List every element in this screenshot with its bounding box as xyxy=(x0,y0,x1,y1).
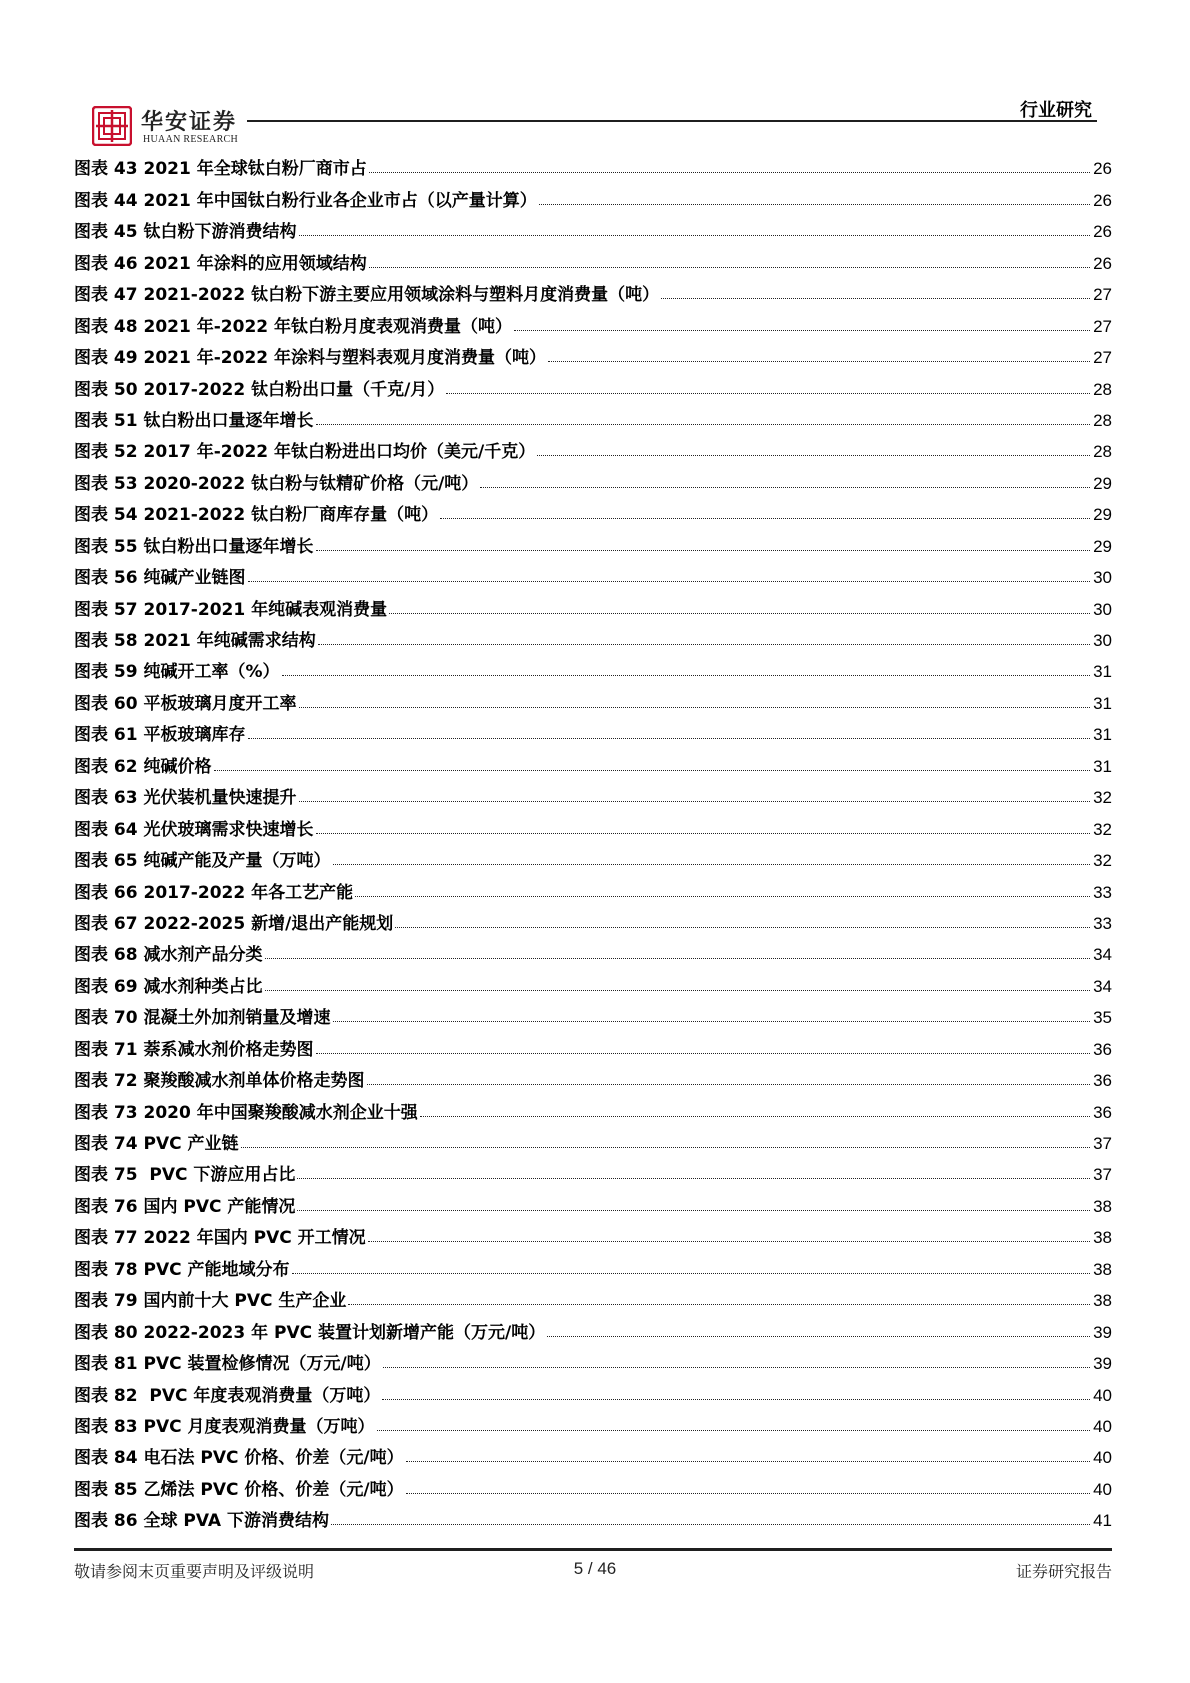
toc-entry[interactable] xyxy=(74,368,1112,399)
toc-dot-leader xyxy=(316,424,1091,425)
report-category: 行业研究 xyxy=(1020,100,1092,121)
toc-entry-page: 38 xyxy=(1093,1291,1112,1311)
toc-dot-leader xyxy=(389,613,1090,614)
toc-entry-title: 图表 81 PVC 装置检修情况（万元/吨） xyxy=(74,1354,381,1375)
toc-entry[interactable] xyxy=(74,588,1112,619)
toc-entry-title: 图表 45 钛白粉下游消费结构 xyxy=(74,222,297,243)
toc-dot-leader xyxy=(292,1273,1091,1274)
toc-entry[interactable] xyxy=(74,1374,1112,1405)
toc-entry-title: 图表 64 光伏玻璃需求快速增长 xyxy=(74,819,314,840)
toc-dot-leader xyxy=(539,204,1090,205)
toc-entry[interactable] xyxy=(74,1311,1112,1342)
toc-entry[interactable] xyxy=(74,1248,1112,1279)
toc-entry-title: 图表 58 2021 年纯碱需求结构 xyxy=(74,631,316,651)
toc-entry-page: 36 xyxy=(1093,1102,1112,1122)
toc-entry[interactable] xyxy=(74,745,1112,776)
toc-entry-page: 40 xyxy=(1093,1448,1112,1468)
footer-divider xyxy=(74,1548,1112,1551)
toc-entry-title: 图表 77 2022 年国内 PVC 开工情况 xyxy=(74,1228,366,1249)
toc-entry-page: 32 xyxy=(1093,788,1112,808)
toc-entry-title: 图表 52 2017 年-2022 年钛白粉进出口均价（美元/千克） xyxy=(74,442,536,463)
toc-entry-title: 图表 78 PVC 产能地域分布 xyxy=(74,1259,290,1280)
toc-dot-leader xyxy=(265,990,1091,991)
toc-entry-page: 27 xyxy=(1093,316,1112,336)
toc-dot-leader xyxy=(297,1178,1090,1179)
toc-entry-title: 图表 76 国内 PVC 产能情况 xyxy=(74,1196,296,1217)
toc-dot-leader xyxy=(406,1493,1090,1494)
toc-entry-title: 图表 60 平板玻璃月度开工率 xyxy=(74,693,297,714)
toc-entry-page: 33 xyxy=(1093,882,1112,902)
toc-entry-title: 图表 65 纯碱产能及产量（万吨） xyxy=(74,851,331,872)
toc-dot-leader xyxy=(440,518,1090,519)
toc-entry-page: 36 xyxy=(1093,1039,1112,1059)
toc-entry-page: 28 xyxy=(1093,442,1112,462)
toc-dot-leader xyxy=(480,487,1090,488)
toc-entry[interactable] xyxy=(74,462,1112,493)
toc-entry[interactable] xyxy=(74,1468,1112,1499)
toc-entry[interactable] xyxy=(74,965,1112,996)
toc-entry[interactable] xyxy=(74,211,1112,242)
toc-entry-page: 30 xyxy=(1093,568,1112,588)
toc-entry-page: 31 xyxy=(1093,662,1112,682)
toc-entry-title: 图表 44 2021 年中国钛白粉行业各企业市占（以产量计算） xyxy=(74,190,537,211)
toc-entry-page: 29 xyxy=(1093,536,1112,556)
toc-entry-title: 图表 53 2020-2022 钛白粉与钛精矿价格（元/吨） xyxy=(74,473,479,494)
toc-entry-page: 34 xyxy=(1093,945,1112,965)
toc-entry-title: 图表 80 2022-2023 年 PVC 装置计划新增产能（万元/吨） xyxy=(74,1322,546,1343)
toc-entry-page: 34 xyxy=(1093,976,1112,996)
toc-entry-page: 33 xyxy=(1093,913,1112,933)
toc-dot-leader xyxy=(265,958,1091,959)
toc-dot-leader xyxy=(214,770,1091,771)
toc-entry-page: 26 xyxy=(1093,190,1112,210)
toc-entry-title: 图表 86 全球 PVA 下游消费结构 xyxy=(74,1511,329,1532)
toc-entry[interactable] xyxy=(74,1123,1112,1154)
toc-entry-title: 图表 49 2021 年-2022 年涂料与塑料表观月度消费量（吨） xyxy=(74,348,547,369)
footer-disclaimer: 敬请参阅末页重要声明及评级说明 xyxy=(74,1562,315,1581)
toc-entry-page: 36 xyxy=(1093,1071,1112,1091)
toc-entry[interactable] xyxy=(74,1028,1112,1059)
toc-entry-page: 39 xyxy=(1093,1322,1112,1342)
toc-entry-page: 40 xyxy=(1093,1416,1112,1436)
toc-entry-title: 图表 68 减水剂产品分类 xyxy=(74,945,263,966)
toc-entry-title: 图表 73 2020 年中国聚羧酸减水剂企业十强 xyxy=(74,1102,418,1123)
toc-dot-leader xyxy=(355,896,1090,897)
brand-english: HUAAN RESEARCH xyxy=(143,134,239,145)
toc-entry[interactable] xyxy=(74,1437,1112,1468)
toc-entry[interactable] xyxy=(74,1280,1112,1311)
toc-entry-title: 图表 63 光伏装机量快速提升 xyxy=(74,788,297,809)
toc-entry-title: 图表 72 聚羧酸减水剂单体价格走势图 xyxy=(74,1071,365,1092)
toc-entry[interactable] xyxy=(74,808,1112,839)
toc-entry[interactable] xyxy=(74,305,1112,336)
toc-entry-title: 图表 51 钛白粉出口量逐年增长 xyxy=(74,410,314,431)
toc-entry[interactable] xyxy=(74,1154,1112,1185)
toc-entry[interactable] xyxy=(74,1217,1112,1248)
toc-entry-title: 图表 48 2021 年-2022 年钛白粉月度表观消费量（吨） xyxy=(74,316,513,337)
table-of-figures xyxy=(74,148,1112,1531)
toc-entry[interactable] xyxy=(74,557,1112,588)
huaan-seal-icon xyxy=(92,106,132,146)
toc-entry-page: 27 xyxy=(1093,348,1112,368)
toc-entry[interactable] xyxy=(74,934,1112,965)
toc-entry-title: 图表 79 国内前十大 PVC 生产企业 xyxy=(74,1291,347,1312)
toc-entry-page: 29 xyxy=(1093,505,1112,525)
toc-entry[interactable] xyxy=(74,840,1112,871)
toc-dot-leader xyxy=(248,738,1091,739)
toc-entry-title: 图表 82 PVC 年度表观消费量（万吨） xyxy=(74,1385,381,1406)
toc-entry-title: 图表 69 减水剂种类占比 xyxy=(74,976,263,997)
toc-entry[interactable] xyxy=(74,337,1112,368)
toc-dot-leader xyxy=(661,298,1090,299)
page-header xyxy=(92,96,1097,152)
toc-entry-title: 图表 70 混凝土外加剂销量及增速 xyxy=(74,1008,331,1029)
toc-entry[interactable] xyxy=(74,682,1112,713)
toc-dot-leader xyxy=(333,1021,1091,1022)
toc-dot-leader xyxy=(299,235,1091,236)
toc-entry-page: 31 xyxy=(1093,756,1112,776)
toc-entry-title: 图表 75 PVC 下游应用占比 xyxy=(74,1165,296,1186)
toc-entry-title: 图表 83 PVC 月度表观消费量（万吨） xyxy=(74,1416,375,1437)
toc-entry[interactable] xyxy=(74,148,1112,179)
toc-entry[interactable] xyxy=(74,871,1112,902)
toc-entry-page: 38 xyxy=(1093,1196,1112,1216)
toc-entry[interactable] xyxy=(74,620,1112,651)
toc-dot-leader xyxy=(368,1241,1090,1242)
toc-entry[interactable] xyxy=(74,400,1112,431)
toc-dot-leader xyxy=(318,644,1090,645)
toc-dot-leader xyxy=(514,330,1090,331)
toc-dot-leader xyxy=(547,1336,1090,1337)
toc-entry-title: 图表 47 2021-2022 钛白粉下游主要应用领域涂料与塑料月度消费量（吨） xyxy=(74,285,660,306)
toc-entry-title: 图表 67 2022-2025 新增/退出产能规划 xyxy=(74,913,394,934)
toc-entry[interactable] xyxy=(74,1091,1112,1122)
toc-entry-page: 28 xyxy=(1093,410,1112,430)
toc-entry-page: 40 xyxy=(1093,1385,1112,1405)
toc-entry-page: 39 xyxy=(1093,1354,1112,1374)
toc-dot-leader xyxy=(299,801,1091,802)
toc-entry-page: 38 xyxy=(1093,1228,1112,1248)
toc-dot-leader xyxy=(348,1304,1090,1305)
toc-entry[interactable] xyxy=(74,997,1112,1028)
header-divider xyxy=(247,120,1097,122)
toc-dot-leader xyxy=(420,1116,1090,1117)
toc-dot-leader xyxy=(382,1399,1090,1400)
brand-name: 华安证券 xyxy=(141,109,238,135)
toc-entry-page: 31 xyxy=(1093,693,1112,713)
toc-dot-leader xyxy=(248,581,1091,582)
toc-dot-leader xyxy=(395,927,1090,928)
toc-entry-title: 图表 71 萘系减水剂价格走势图 xyxy=(74,1039,314,1060)
toc-entry-page: 28 xyxy=(1093,379,1112,399)
toc-dot-leader xyxy=(537,455,1090,456)
toc-entry-page: 38 xyxy=(1093,1259,1112,1279)
toc-entry[interactable] xyxy=(74,1060,1112,1091)
toc-entry-title: 图表 62 纯碱价格 xyxy=(74,756,212,777)
toc-entry[interactable] xyxy=(74,431,1112,462)
toc-dot-leader xyxy=(282,675,1091,676)
toc-dot-leader xyxy=(369,172,1090,173)
toc-entry-page: 29 xyxy=(1093,473,1112,493)
toc-entry-title: 图表 85 乙烯法 PVC 价格、价差（元/吨） xyxy=(74,1479,404,1500)
toc-entry-page: 30 xyxy=(1093,631,1112,650)
toc-entry-page: 26 xyxy=(1093,253,1112,273)
toc-entry[interactable] xyxy=(74,242,1112,273)
toc-dot-leader xyxy=(446,393,1090,394)
toc-dot-leader xyxy=(331,1524,1090,1525)
toc-entry-title: 图表 46 2021 年涂料的应用领域结构 xyxy=(74,253,367,274)
toc-entry-page: 26 xyxy=(1093,222,1112,242)
toc-entry-title: 图表 56 纯碱产业链图 xyxy=(74,568,246,589)
toc-entry-page: 31 xyxy=(1093,725,1112,745)
toc-entry-title: 图表 57 2017-2021 年纯碱表观消费量 xyxy=(74,599,388,620)
toc-entry-page: 37 xyxy=(1093,1165,1112,1185)
toc-entry-title: 图表 50 2017-2022 钛白粉出口量（千克/月） xyxy=(74,379,445,400)
toc-dot-leader xyxy=(367,1084,1091,1085)
toc-dot-leader xyxy=(316,833,1091,834)
toc-entry-title: 图表 74 PVC 产业链 xyxy=(74,1134,239,1154)
toc-entry-page: 27 xyxy=(1093,285,1112,305)
toc-dot-leader xyxy=(297,1210,1090,1211)
toc-entry[interactable] xyxy=(74,274,1112,305)
toc-entry[interactable] xyxy=(74,494,1112,525)
toc-entry-title: 图表 59 纯碱开工率（%） xyxy=(74,662,280,683)
toc-entry-title: 图表 84 电石法 PVC 价格、价差（元/吨） xyxy=(74,1448,404,1469)
toc-entry-page: 41 xyxy=(1093,1511,1112,1531)
toc-entry[interactable] xyxy=(74,714,1112,745)
toc-dot-leader xyxy=(333,864,1091,865)
toc-entry-page: 32 xyxy=(1093,851,1112,871)
toc-dot-leader xyxy=(299,707,1091,708)
toc-dot-leader xyxy=(548,361,1090,362)
toc-dot-leader xyxy=(406,1461,1090,1462)
toc-entry-page: 40 xyxy=(1093,1479,1112,1499)
toc-entry-page: 26 xyxy=(1093,159,1112,179)
toc-entry-title: 图表 61 平板玻璃库存 xyxy=(74,725,246,746)
toc-dot-leader xyxy=(377,1430,1091,1431)
toc-entry-title: 图表 54 2021-2022 钛白粉厂商库存量（吨） xyxy=(74,505,439,526)
toc-dot-leader xyxy=(369,267,1090,268)
toc-entry[interactable] xyxy=(74,1500,1112,1531)
footer-report-type: 证券研究报告 xyxy=(1015,1562,1112,1581)
toc-entry-page: 32 xyxy=(1093,819,1112,839)
toc-entry[interactable] xyxy=(74,777,1112,808)
toc-entry[interactable] xyxy=(74,525,1112,556)
toc-dot-leader xyxy=(316,550,1091,551)
toc-entry-page: 37 xyxy=(1093,1134,1112,1153)
toc-entry-title: 图表 66 2017-2022 年各工艺产能 xyxy=(74,882,354,903)
toc-entry[interactable] xyxy=(74,651,1112,682)
toc-dot-leader xyxy=(383,1367,1090,1368)
toc-entry-title: 图表 55 钛白粉出口量逐年增长 xyxy=(74,536,314,557)
toc-dot-leader xyxy=(316,1053,1091,1054)
toc-entry-page: 30 xyxy=(1093,599,1112,619)
page-number: 5 / 46 xyxy=(573,1559,617,1578)
toc-entry[interactable] xyxy=(74,1185,1112,1216)
toc-entry[interactable] xyxy=(74,179,1112,210)
toc-entry[interactable] xyxy=(74,1406,1112,1437)
toc-entry[interactable] xyxy=(74,1343,1112,1374)
toc-entry-page: 35 xyxy=(1093,1008,1112,1028)
toc-dot-leader xyxy=(241,1147,1091,1148)
toc-entry-title: 图表 43 2021 年全球钛白粉厂商市占 xyxy=(74,159,367,180)
toc-entry[interactable] xyxy=(74,903,1112,934)
